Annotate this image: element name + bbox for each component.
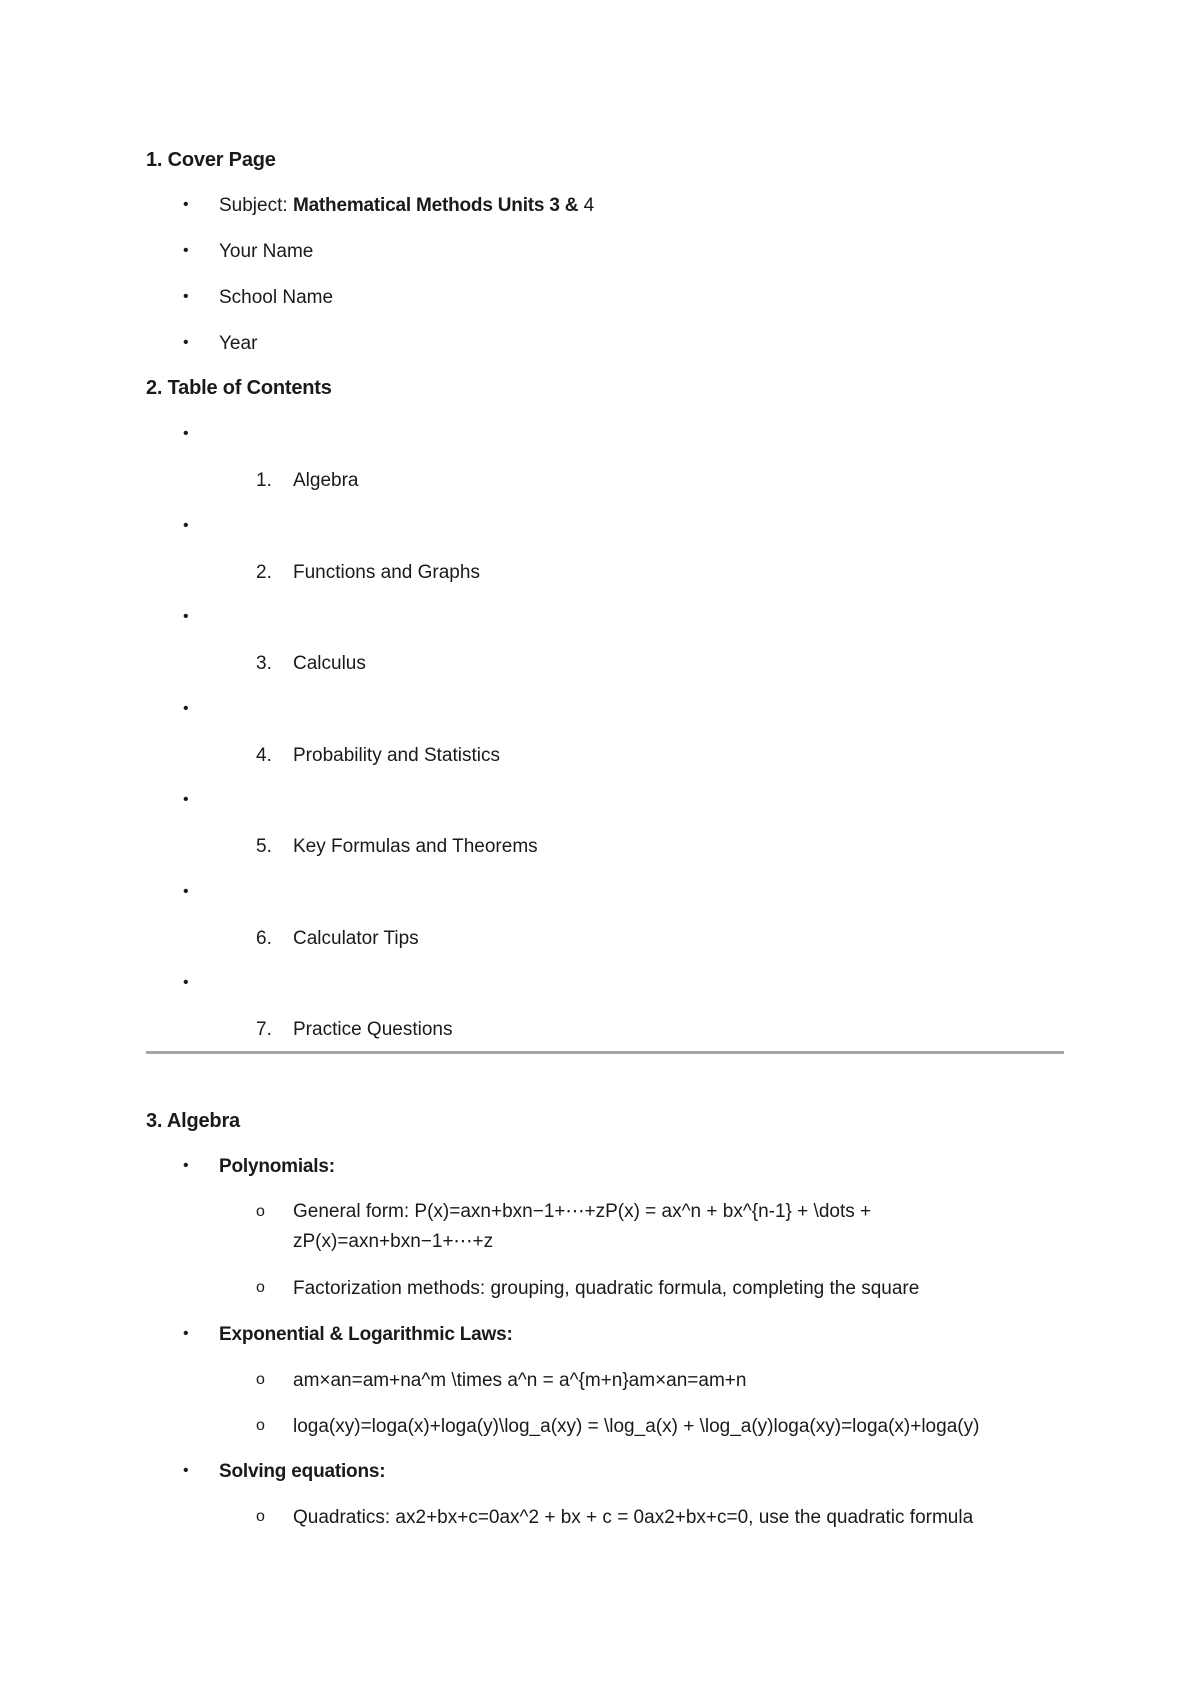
bullet: •	[183, 517, 189, 534]
horizontal-rule	[146, 1051, 1064, 1054]
exponent-law: am×an=am+na^m \times a^n = a^{m+n}am×an=am+n	[293, 1370, 747, 1391]
section-title-exp-log: Exponential & Logarithmic Laws:	[219, 1324, 513, 1345]
factorization-methods: Factorization methods: grouping, quadratic formula, completing the square	[293, 1278, 920, 1299]
toc-item-label: Probability and Statistics	[293, 745, 500, 766]
subject-value: Mathematical Methods Units 3 &	[292, 195, 579, 216]
quadratics-item: Quadratics: ax2+bx+c=0ax^2 + bx + c = 0ax2+bx+c=0, use the quadratic formula	[293, 1507, 974, 1528]
subject-line	[219, 196, 594, 215]
toc-item-label: Functions and Graphs	[293, 562, 480, 583]
toc-item-num: 3.	[256, 653, 272, 674]
toc-item-label: Algebra	[293, 470, 359, 491]
cover-item-name: Your Name	[219, 241, 314, 262]
toc-heading: 2. Table of Contents	[146, 377, 332, 399]
algebra-heading: 3. Algebra	[146, 1110, 240, 1132]
toc-item-label: Calculus	[293, 653, 366, 674]
bullet: •	[183, 425, 189, 442]
logarithm-law: loga(xy)=loga(x)+loga(y)\log_a(xy) = \log_a(x) + \log_a(y)loga(xy)=loga(x)+loga(y)	[293, 1416, 980, 1437]
toc-item-num: 4.	[256, 745, 272, 766]
polynomial-general-form: General form: P(x)=axn+bxn−1+⋯+zP(x) = ax^n + bx^{n-1} + \dots + zP(x)=axn+bxn−1+⋯+z	[293, 1201, 872, 1252]
toc-item-num: 1.	[256, 470, 272, 491]
toc-item-num: 2.	[256, 562, 272, 583]
subject-label: Subject:	[219, 195, 293, 216]
bullet: •	[183, 791, 189, 808]
bullet: •	[183, 1157, 189, 1174]
sub-bullet: o	[256, 1371, 265, 1388]
bullet: •	[183, 288, 189, 305]
toc-item-label: Key Formulas and Theorems	[293, 836, 538, 857]
cover-item-year: Year	[219, 333, 258, 354]
section-title-solving: Solving equations:	[219, 1461, 386, 1482]
sub-bullet: o	[256, 1203, 265, 1220]
bullet: •	[183, 700, 189, 717]
sub-bullet: o	[256, 1508, 265, 1525]
bullet: •	[183, 1462, 189, 1479]
bullet: •	[183, 196, 189, 213]
toc-item-num: 5.	[256, 836, 272, 857]
bullet: •	[183, 608, 189, 625]
bullet: •	[183, 1325, 189, 1342]
toc-item-num: 7.	[256, 1019, 272, 1040]
bullet: •	[183, 883, 189, 900]
toc-item-label: Calculator Tips	[293, 928, 419, 949]
sub-bullet: o	[256, 1417, 265, 1434]
section-title-polynomials: Polynomials:	[219, 1156, 335, 1177]
toc-item-num: 6.	[256, 928, 272, 949]
bullet: •	[183, 974, 189, 991]
toc-item-label: Practice Questions	[293, 1019, 453, 1040]
cover-item-school: School Name	[219, 287, 334, 308]
subject-suffix: 4	[578, 195, 595, 216]
sub-bullet: o	[256, 1279, 265, 1296]
bullet: •	[183, 334, 189, 351]
cover-page-heading: 1. Cover Page	[146, 149, 276, 171]
bullet: •	[183, 242, 189, 259]
